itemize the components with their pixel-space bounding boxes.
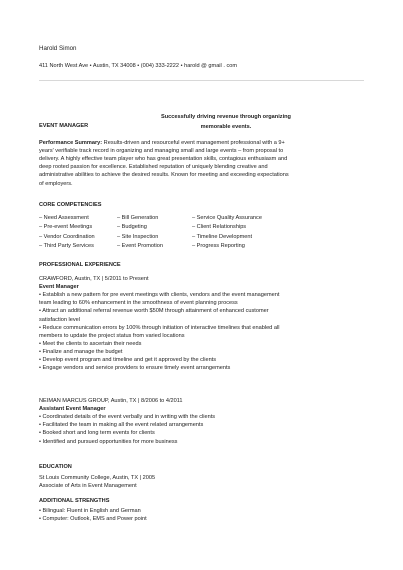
job-title: Event Manager [39,284,79,291]
list-item: • Engage vendors and service providers to ensure timely event arrangements [39,364,289,372]
competency-item: – Pre-event Meetings [39,224,93,231]
experience-heading: PROFESSIONAL EXPERIENCE [39,262,121,268]
strengths-heading: ADDITIONAL STRENGTHS [39,498,110,504]
list-item: • Meet the clients to ascertain their needs [39,340,289,348]
summary-label: Performance Summary: [39,140,103,146]
job-title: Assistant Event Manager [39,406,106,413]
list-item: • Attract an additional referral revenue worth $50M through attainment of enhanced customer satisfaction level [39,307,289,323]
education-degree: Associate of Arts in Event Management [39,483,137,490]
competency-item: – Site Inspection [117,233,159,240]
performance-summary [39,139,289,188]
list-item: • Bilingual: Fluent in English and German [39,507,289,515]
job-bullets [39,291,289,372]
list-item: • Coordinated details of the event verbally and in writing with the clients [39,413,289,421]
competency-item: – Budgeting [117,224,147,231]
tagline: Successfully driving revenue through organizing memorable events. [161,114,291,130]
competency-item: – Third Party Services [39,242,94,249]
list-item: • Identified and pursued opportunities for more business [39,438,289,446]
competency-item: – Bill Generation [117,215,159,221]
competency-item: – Need Assessment [39,215,89,221]
education-heading: EDUCATION [39,464,72,470]
education-school: St Louis Community College, Austin, TX | 2005 [39,475,156,481]
job-company: CRAWFORD, Austin, TX | 5/2011 to Present [39,276,149,282]
list-item: • Facilitated the team in making all the event related arrangements [39,421,289,429]
header-divider [39,80,364,81]
competencies-heading: CORE COMPETENCIES [39,202,102,208]
job-bullets [39,413,289,445]
competency-item: – Service Quality Assurance [192,215,262,221]
competency-item: – Progress Reporting [192,242,245,249]
job-crawford [39,275,289,372]
candidate-name: Harold Simon [39,45,77,52]
strengths-bullets [39,507,289,523]
education-block [39,474,289,490]
list-item: • Booked short and long term events for clients [39,429,289,437]
contact-line: 411 North West Ave • Austin, TX 34008 • (004) 333-2222 • harold @ gmail . com [39,63,238,69]
list-item: • Develop event program and timeline and get it approved by the clients [39,356,289,364]
job-company: NEIMAN MARCUS GROUP, Austin, TX | 8/2006 to 4/2011 [39,398,183,404]
competencies-column-3 [192,214,262,251]
list-item: • Computer: Outlook, EMS and Power point [39,515,289,523]
job-neiman-marcus [39,397,289,446]
competencies-column-1 [39,214,95,251]
list-item: • Reduce communication errors by 100% through initiation of interactive timelines that enabled all members to update the project status from varied locations [39,324,289,340]
list-item: • Finalize and manage the budget [39,348,289,356]
job-title-heading: EVENT MANAGER [39,123,89,129]
strengths-block [39,507,289,523]
competency-item: – Event Promotion [117,242,164,249]
competency-item: – Client Relationships [192,224,247,231]
list-item: • Establish a new pattern for pre event meetings with clients, vendors and the event management team leading to 60% enhancement in the smoothness of event planning process [39,291,289,307]
summary-text: Results-driven and resourceful event management professional with a 9+ years' verifiable track record in organizing and managing small and large events – from proposal to delivery. A highly effective team player who has great presentation skills, contagious enthusiasm and deep rooted passion for excellence. Established reputation of uniquely blending creative and administrative abilities to achieve the desired results. Known for meeting and exceeding expectations of employers. [39,140,289,187]
competency-item: – Timeline Development [192,233,253,240]
competencies-column-2 [117,214,163,251]
competency-item: – Vendor Coordination [39,233,95,240]
